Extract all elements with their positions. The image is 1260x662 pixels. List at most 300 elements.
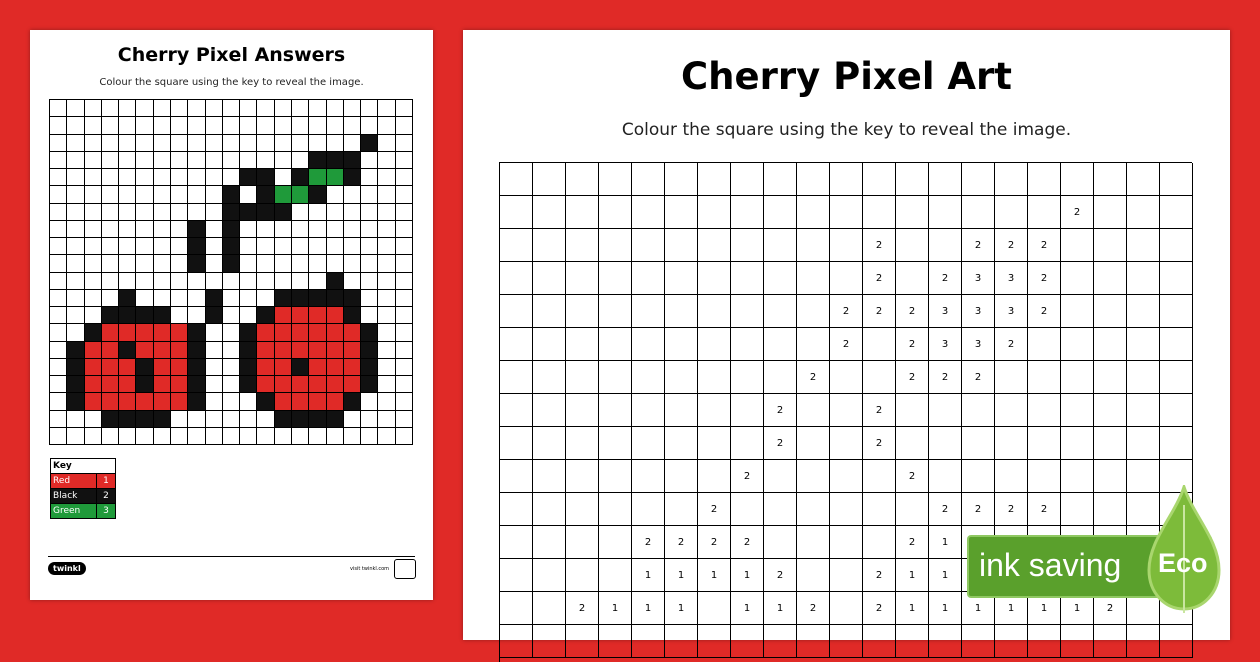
grid-cell: [632, 361, 665, 394]
grid-cell: [632, 295, 665, 328]
key-row-green: [51, 504, 116, 519]
grid-cell: [830, 592, 863, 625]
pixel-cell: [154, 359, 171, 376]
pixel-cell: [275, 238, 292, 255]
pixel-cell: [136, 324, 153, 341]
pixel-cell: [327, 152, 344, 169]
grid-cell: [1094, 361, 1127, 394]
pixel-cell: [396, 135, 413, 152]
grid-cell: [797, 493, 830, 526]
pixel-cell: [327, 324, 344, 341]
footer-divider: [48, 556, 415, 557]
grid-cell: [1094, 295, 1127, 328]
grid-cell: [632, 394, 665, 427]
grid-cell: [1127, 163, 1160, 196]
pixel-cell: [136, 255, 153, 272]
grid-cell: 3: [995, 295, 1028, 328]
pixel-cell: [327, 238, 344, 255]
grid-cell: [665, 196, 698, 229]
grid-cell: [1061, 262, 1094, 295]
pixel-cell: [361, 359, 378, 376]
pixel-cell: [292, 324, 309, 341]
pixel-cell: [206, 100, 223, 117]
pixel-cell: [188, 393, 205, 410]
pixel-cell: [206, 169, 223, 186]
pixel-cell: [378, 169, 395, 186]
grid-cell: [995, 163, 1028, 196]
grid-cell: [599, 163, 632, 196]
grid-cell: [698, 592, 731, 625]
pixel-cell: [171, 307, 188, 324]
pixel-cell: [240, 152, 257, 169]
pixel-cell: [50, 342, 67, 359]
pixel-cell: [378, 359, 395, 376]
pixel-cell: [102, 411, 119, 428]
pixel-cell: [67, 238, 84, 255]
pixel-cell: [275, 255, 292, 272]
grid-cell: [500, 196, 533, 229]
grid-cell: [698, 262, 731, 295]
pixel-cell: [378, 290, 395, 307]
grid-cell: 2: [566, 592, 599, 625]
pixel-cell: [344, 100, 361, 117]
pixel-cell: [85, 169, 102, 186]
grid-cell: [665, 295, 698, 328]
pixel-cell: [257, 273, 274, 290]
grid-cell: [797, 526, 830, 559]
pixel-cell: [171, 273, 188, 290]
grid-cell: [698, 460, 731, 493]
pixel-cell: [67, 290, 84, 307]
grid-cell: [698, 361, 731, 394]
grid-cell: [1061, 295, 1094, 328]
grid-cell: [566, 427, 599, 460]
grid-cell: [1127, 361, 1160, 394]
pixel-cell: [327, 100, 344, 117]
pixel-cell: [119, 204, 136, 221]
pixel-cell: [309, 221, 326, 238]
pixel-cell: [361, 221, 378, 238]
grid-cell: [1061, 460, 1094, 493]
pixel-cell: [344, 411, 361, 428]
grid-cell: 2: [764, 427, 797, 460]
key-row-red: [51, 474, 116, 489]
pixel-cell: [240, 411, 257, 428]
pixel-cell: [67, 273, 84, 290]
grid-cell: 2: [698, 526, 731, 559]
grid-cell: [698, 427, 731, 460]
pixel-cell: [102, 100, 119, 117]
pixel-cell: [188, 100, 205, 117]
grid-cell: 2: [1061, 196, 1094, 229]
pixel-cell: [136, 169, 153, 186]
grid-cell: 2: [962, 229, 995, 262]
pixel-cell: [154, 221, 171, 238]
grid-cell: [665, 460, 698, 493]
grid-cell: [665, 163, 698, 196]
grid-cell: [995, 427, 1028, 460]
grid-cell: [599, 196, 632, 229]
grid-cell: [698, 196, 731, 229]
grid-cell: 1: [599, 592, 632, 625]
pixel-cell: [396, 342, 413, 359]
pixel-cell: [188, 273, 205, 290]
pixel-cell: [378, 428, 395, 445]
grid-cell: [599, 262, 632, 295]
grid-cell: [863, 361, 896, 394]
pixel-cell: [136, 273, 153, 290]
grid-cell: [500, 361, 533, 394]
grid-cell: [665, 493, 698, 526]
pixel-cell: [102, 376, 119, 393]
pixel-cell: [154, 411, 171, 428]
grid-cell: 2: [995, 493, 1028, 526]
pixel-cell: [50, 152, 67, 169]
grid-cell: [995, 394, 1028, 427]
grid-cell: [797, 262, 830, 295]
grid-cell: 3: [962, 262, 995, 295]
grid-cell: [995, 196, 1028, 229]
pixel-cell: [292, 359, 309, 376]
grid-cell: [764, 460, 797, 493]
grid-cell: [665, 262, 698, 295]
pixel-cell: [223, 100, 240, 117]
pixel-cell: [327, 273, 344, 290]
grid-cell: [500, 163, 533, 196]
grid-cell: 2: [863, 295, 896, 328]
pixel-cell: [240, 238, 257, 255]
pixel-cell: [154, 290, 171, 307]
pixel-cell: [102, 117, 119, 134]
pixel-cell: [188, 152, 205, 169]
grid-cell: [566, 163, 599, 196]
grid-cell: 1: [698, 559, 731, 592]
grid-cell: 2: [896, 295, 929, 328]
pixel-cell: [50, 376, 67, 393]
pixel-cell: [119, 238, 136, 255]
pixel-cell: [327, 255, 344, 272]
grid-cell: [731, 262, 764, 295]
pixel-cell: [206, 393, 223, 410]
grid-cell: [1127, 262, 1160, 295]
pixel-cell: [188, 255, 205, 272]
pixel-cell: [344, 324, 361, 341]
pixel-cell: [396, 221, 413, 238]
grid-cell: [896, 163, 929, 196]
pixel-cell: [257, 204, 274, 221]
pixel-cell: [119, 376, 136, 393]
pixel-cell: [275, 204, 292, 221]
pixel-cell: [223, 290, 240, 307]
pixel-cell: [154, 238, 171, 255]
grid-cell: [995, 460, 1028, 493]
grid-cell: [962, 196, 995, 229]
grid-cell: 2: [896, 526, 929, 559]
grid-cell: [533, 460, 566, 493]
grid-cell: [1061, 163, 1094, 196]
pixel-cell: [119, 152, 136, 169]
pixel-cell: [50, 428, 67, 445]
grid-cell: [665, 229, 698, 262]
grid-cell: [632, 229, 665, 262]
pixel-cell: [344, 359, 361, 376]
pixel-cell: [361, 186, 378, 203]
grid-cell: [863, 328, 896, 361]
pixel-cell: [223, 152, 240, 169]
grid-cell: [500, 592, 533, 625]
pixel-cell: [136, 221, 153, 238]
pixel-cell: [344, 238, 361, 255]
grid-cell: [731, 229, 764, 262]
grid-cell: 2: [896, 328, 929, 361]
grid-cell: 1: [632, 559, 665, 592]
grid-cell: [929, 427, 962, 460]
grid-cell: [632, 493, 665, 526]
pixel-cell: [378, 255, 395, 272]
grid-cell: [533, 328, 566, 361]
pixel-cell: [396, 273, 413, 290]
pixel-cell: [67, 169, 84, 186]
grid-cell: [1061, 229, 1094, 262]
pixel-cell: [102, 359, 119, 376]
pixel-cell: [327, 411, 344, 428]
pixel-cell: [223, 238, 240, 255]
pixel-cell: [102, 342, 119, 359]
pixel-cell: [378, 221, 395, 238]
grid-cell: [500, 427, 533, 460]
pixel-cell: [188, 376, 205, 393]
pixel-cell: [378, 135, 395, 152]
visit-link: visit twinkl.com: [350, 566, 390, 572]
grid-cell: [1160, 229, 1193, 262]
grid-cell: [566, 262, 599, 295]
answers-subtitle: Colour the square using the key to reveal the image.: [99, 77, 364, 88]
pixel-cell: [188, 428, 205, 445]
key-num: 1: [97, 474, 116, 489]
pixel-cell: [275, 221, 292, 238]
grid-cell: [1028, 427, 1061, 460]
pixel-cell: [154, 152, 171, 169]
pixel-cell: [85, 152, 102, 169]
pixel-cell: [327, 307, 344, 324]
pixel-cell: [67, 255, 84, 272]
pixel-cell: [206, 359, 223, 376]
pixel-cell: [154, 186, 171, 203]
grid-cell: [1160, 427, 1193, 460]
pixel-cell: [240, 324, 257, 341]
pixel-cell: [102, 307, 119, 324]
pixel-cell: [206, 324, 223, 341]
pixel-cell: [275, 152, 292, 169]
pixel-cell: [85, 290, 102, 307]
pixel-cell: [378, 152, 395, 169]
grid-cell: [1127, 328, 1160, 361]
grid-cell: [830, 361, 863, 394]
pixel-cell: [154, 273, 171, 290]
key-title: Key: [51, 459, 116, 474]
grid-cell: [1094, 460, 1127, 493]
pixel-cell: [50, 255, 67, 272]
pixel-cell: [240, 376, 257, 393]
pixel-cell: [378, 411, 395, 428]
pixel-cell: [67, 186, 84, 203]
grid-cell: [764, 262, 797, 295]
pixel-cell: [292, 376, 309, 393]
pixel-cell: [136, 186, 153, 203]
grid-cell: [1061, 394, 1094, 427]
pixel-cell: [327, 290, 344, 307]
grid-cell: [797, 229, 830, 262]
grid-cell: 2: [830, 328, 863, 361]
grid-cell: [599, 493, 632, 526]
grid-cell: [500, 526, 533, 559]
pixel-cell: [85, 273, 102, 290]
grid-cell: 3: [962, 328, 995, 361]
pixel-cell: [102, 152, 119, 169]
key-num: 2: [97, 489, 116, 504]
grid-cell: [797, 295, 830, 328]
grid-cell: [1061, 493, 1094, 526]
pixel-cell: [344, 169, 361, 186]
pixel-cell: [257, 255, 274, 272]
grid-cell: [1160, 163, 1193, 196]
grid-cell: 2: [863, 559, 896, 592]
pixel-cell: [240, 307, 257, 324]
pixel-cell: [171, 152, 188, 169]
key-num: 3: [97, 504, 116, 519]
pixel-cell: [257, 238, 274, 255]
grid-cell: [1127, 427, 1160, 460]
grid-cell: 2: [929, 493, 962, 526]
pixel-cell: [257, 169, 274, 186]
pixel-cell: [309, 342, 326, 359]
pixel-cell: [102, 169, 119, 186]
pixel-cell: [223, 342, 240, 359]
pixel-cell: [154, 117, 171, 134]
grid-cell: [1127, 196, 1160, 229]
pixel-cell: [188, 324, 205, 341]
pixel-cell: [275, 290, 292, 307]
pixel-cell: [102, 186, 119, 203]
pixel-cell: [223, 204, 240, 221]
grid-cell: 1: [896, 592, 929, 625]
pixel-cell: [344, 376, 361, 393]
pixel-cell: [188, 411, 205, 428]
pixel-cell: [396, 100, 413, 117]
grid-cell: [566, 526, 599, 559]
pixel-cell: [344, 152, 361, 169]
pixel-cell: [50, 135, 67, 152]
pixel-cell: [396, 393, 413, 410]
grid-cell: [500, 295, 533, 328]
pixel-cell: [327, 342, 344, 359]
grid-cell: [566, 328, 599, 361]
pixel-cell: [396, 428, 413, 445]
pixel-cell: [275, 376, 292, 393]
pixel-cell: [361, 324, 378, 341]
grid-cell: [731, 328, 764, 361]
pixel-cell: [67, 376, 84, 393]
pixel-cell: [309, 359, 326, 376]
pixel-cell: [292, 428, 309, 445]
pixel-cell: [344, 290, 361, 307]
grid-cell: [698, 163, 731, 196]
grid-cell: [962, 427, 995, 460]
pixel-cell: [275, 100, 292, 117]
pixel-cell: [85, 393, 102, 410]
pixel-cell: [378, 100, 395, 117]
grid-cell: [995, 361, 1028, 394]
pixel-cell: [102, 221, 119, 238]
grid-cell: 1: [632, 592, 665, 625]
key-row-black: [51, 489, 116, 504]
grid-cell: [533, 295, 566, 328]
grid-cell: 2: [764, 559, 797, 592]
grid-cell: [566, 460, 599, 493]
grid-cell: [1028, 394, 1061, 427]
pixel-cell: [361, 152, 378, 169]
pixel-cell: [50, 186, 67, 203]
answers-title: Cherry Pixel Answers: [117, 44, 346, 66]
grid-cell: 1: [896, 559, 929, 592]
pixel-cell: [327, 359, 344, 376]
grid-cell: 3: [962, 295, 995, 328]
pixel-cell: [327, 393, 344, 410]
pixel-cell: [171, 411, 188, 428]
pixel-cell: [275, 273, 292, 290]
pixel-cell: [171, 342, 188, 359]
grid-cell: [863, 196, 896, 229]
grid-cell: [599, 328, 632, 361]
pixel-cell: [136, 290, 153, 307]
pixel-cell: [344, 204, 361, 221]
pixel-cell: [223, 307, 240, 324]
grid-cell: [566, 394, 599, 427]
pixel-cell: [309, 273, 326, 290]
grid-cell: 2: [1028, 493, 1061, 526]
pixel-cell: [292, 152, 309, 169]
grid-cell: 1: [962, 592, 995, 625]
grid-cell: [698, 295, 731, 328]
grid-cell: [863, 163, 896, 196]
colour-key: [50, 458, 116, 519]
grid-cell: [764, 196, 797, 229]
grid-cell: [1160, 295, 1193, 328]
pixel-cell: [119, 100, 136, 117]
pixel-cell: [275, 393, 292, 410]
pixel-cell: [50, 169, 67, 186]
pixel-cell: [171, 135, 188, 152]
pixel-cell: [327, 135, 344, 152]
pixel-cell: [136, 342, 153, 359]
pixel-cell: [50, 273, 67, 290]
pixel-cell: [206, 290, 223, 307]
grid-cell: 1: [929, 559, 962, 592]
grid-cell: 2: [863, 592, 896, 625]
grid-cell: [566, 493, 599, 526]
grid-cell: 2: [731, 460, 764, 493]
pixel-cell: [275, 411, 292, 428]
pixel-cell: [119, 186, 136, 203]
pixel-cell: [257, 324, 274, 341]
pixel-cell: [119, 342, 136, 359]
pixel-cell: [136, 307, 153, 324]
pixel-cell: [85, 324, 102, 341]
grid-cell: 2: [929, 262, 962, 295]
pixel-cell: [292, 290, 309, 307]
grid-cell: [500, 229, 533, 262]
pixel-cell: [240, 342, 257, 359]
